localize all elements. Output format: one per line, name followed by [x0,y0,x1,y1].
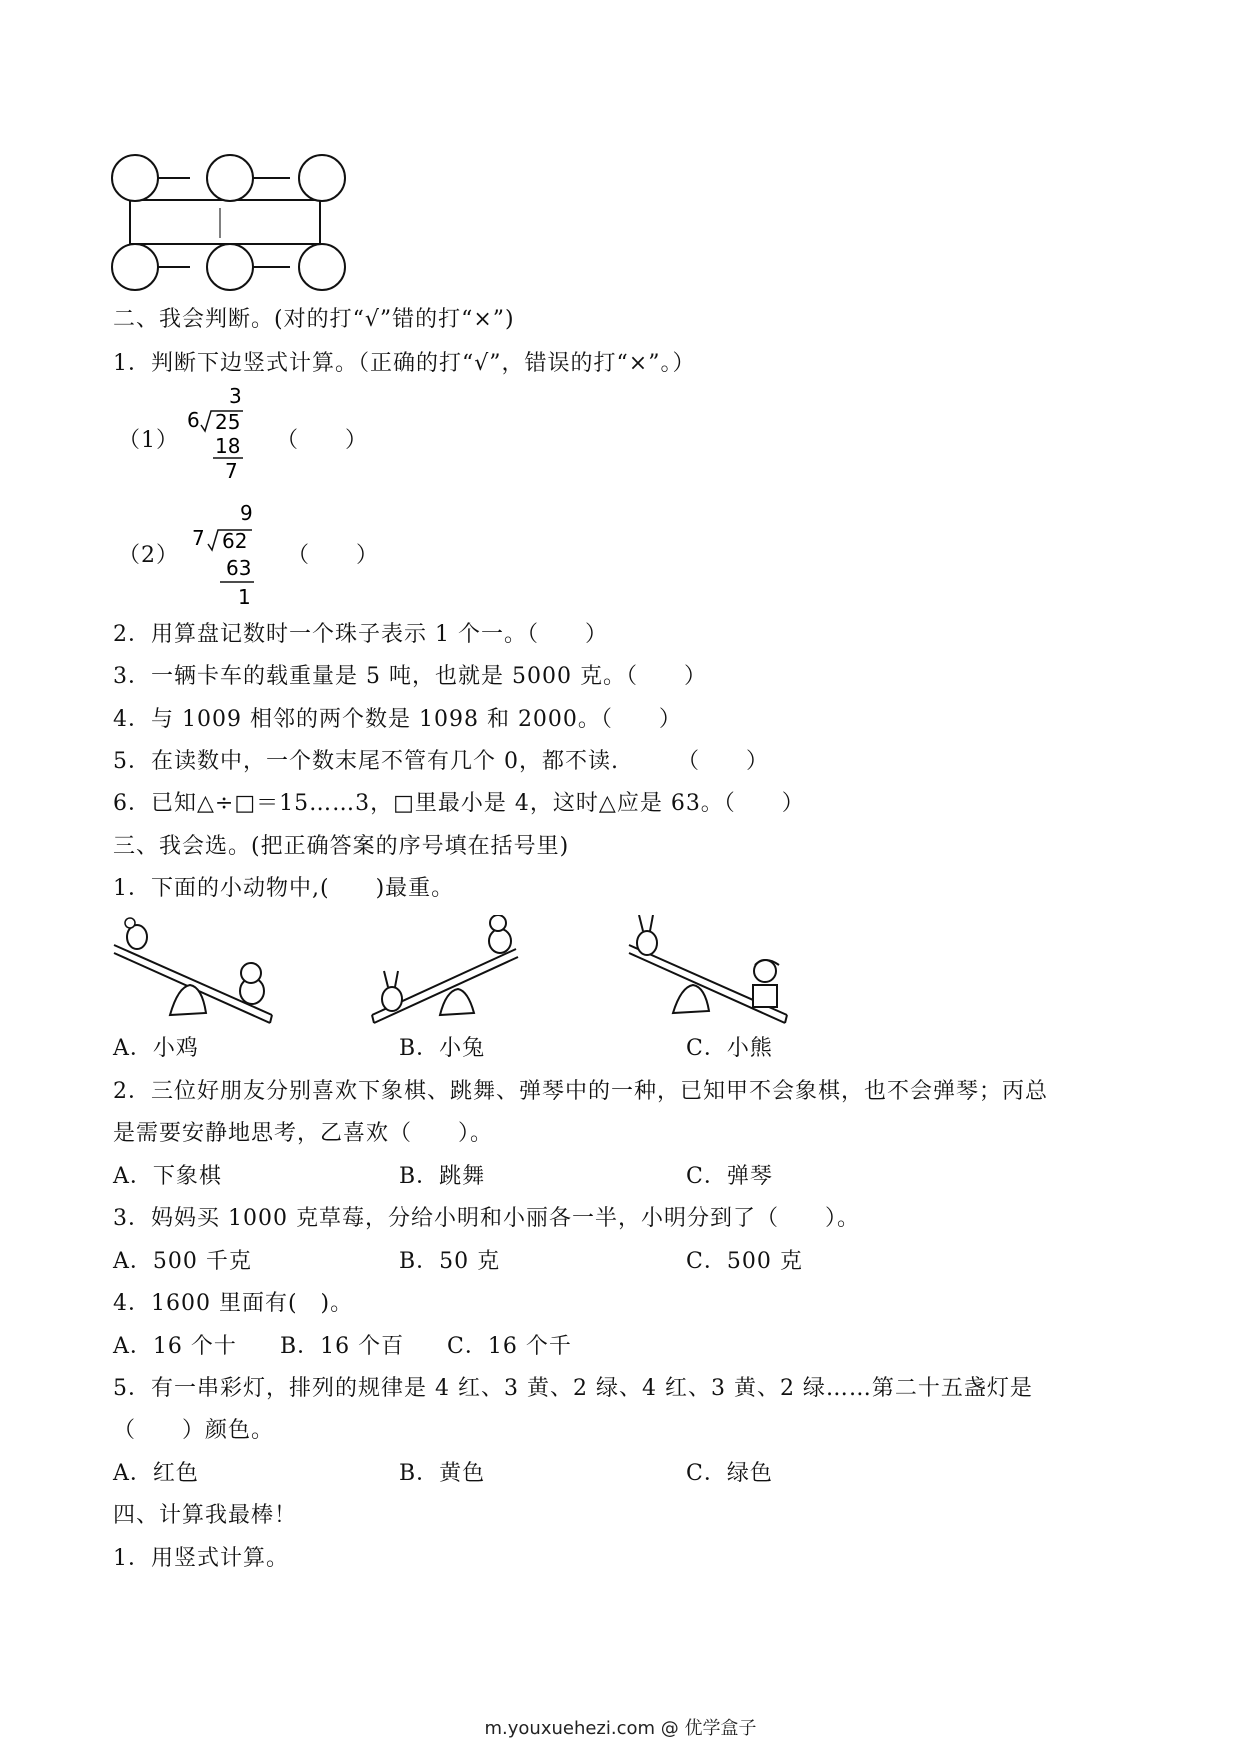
section3-q2-line2: 是需要安静地思考，乙喜欢（ ）。 [113,1121,494,1146]
section3-q4: 4．1600 里面有( )。 [113,1291,354,1316]
section3-q3: 3．妈妈买 1000 克草莓，分给小明和小丽各一半，小明分到了（ ）。 [113,1206,860,1231]
div2-remainder: 1 [238,585,251,609]
long-division-1 [185,385,265,485]
q5-option-a[interactable]: A．红色 [113,1461,199,1486]
q3-option-a[interactable]: A．500 千克 [113,1249,252,1274]
q1-option-b[interactable]: B．小兔 [399,1036,486,1061]
section4-q1: 1．用竖式计算。 [113,1546,289,1571]
sub1-label: （1） [118,428,179,453]
div2-dividend: 62 [222,529,248,553]
seesaw-picture-c [625,915,800,1030]
circle-grid-diagram [110,148,360,298]
section2-q1: 1．判断下边竖式计算。（正确的打“√”，错误的打“×”。） [113,351,696,376]
section2-q2: 2．用算盘记数时一个珠子表示 1 个一。（ ） [113,622,608,647]
q4-option-a[interactable]: A．16 个十 [113,1334,237,1359]
div1-dividend: 25 [215,410,241,434]
section3-q1: 1．下面的小动物中,( )最重。 [113,876,455,901]
section3-q5-line2: （ ）颜色。 [113,1418,275,1443]
q3-option-b[interactable]: B．50 克 [399,1249,501,1274]
div2-product: 63 [226,556,252,580]
section3-q2-line1: 2．三位好朋友分别喜欢下象棋、跳舞、弹琴中的一种，已知甲不会象棋，也不会弹琴；丙总 [113,1079,1049,1104]
q1-option-c[interactable]: C．小熊 [686,1036,773,1061]
div1-product: 18 [215,434,241,458]
section2-q3: 3．一辆卡车的载重量是 5 吨，也就是 5000 克。（ ） [113,664,707,689]
q3-option-c[interactable]: C．500 克 [686,1249,803,1274]
diagram-circle [207,155,253,201]
q4-option-b[interactable]: B．16 个百 [280,1334,405,1359]
diagram-circle [112,155,158,201]
q1-option-a[interactable]: A．小鸡 [113,1036,199,1061]
section4-title: 四、计算我最棒！ [113,1503,298,1528]
long-division-2 [190,502,270,612]
div1-quotient: 3 [229,385,242,408]
div2-quotient: 9 [240,502,253,525]
section2-q4: 4．与 1009 相邻的两个数是 1098 和 2000。（ ） [113,707,682,732]
q5-option-b[interactable]: B．黄色 [399,1461,486,1486]
diagram-circle [299,155,345,201]
seesaw-picture-a [110,915,285,1030]
q2-option-a[interactable]: A．下象棋 [113,1164,222,1189]
q2-option-c[interactable]: C．弹琴 [686,1164,773,1189]
sub2-answer-paren[interactable]: （ ） [287,543,380,568]
q4-option-c[interactable]: C．16 个千 [447,1334,572,1359]
sub2-label: （2） [118,543,179,568]
q5-option-c[interactable]: C．绿色 [686,1461,773,1486]
div1-divisor: 6 [187,408,200,432]
diagram-circle [299,244,345,290]
diagram-circle [112,244,158,290]
sub1-answer-paren[interactable]: （ ） [276,428,369,453]
q2-option-b[interactable]: B．跳舞 [399,1164,486,1189]
div2-divisor: 7 [192,526,205,550]
diagram-circle [207,244,253,290]
section2-q5: 5．在读数中，一个数末尾不管有几个 0，都不读. （ ） [113,749,769,774]
section2-q6: 6．已知△÷□＝15……3，□里最小是 4，这时△应是 63。（ ） [113,791,805,816]
footer-watermark: m.youxuehezi.com @ 优学盒子 [484,1718,757,1739]
section3-q5-line1: 5．有一串彩灯，排列的规律是 4 红、3 黄、2 绿、4 红、3 黄、2 绿……第二十五盏灯是 [113,1376,1033,1401]
section2-title: 二、我会判断。(对的打“√”错的打“×”) [113,307,515,332]
div1-remainder: 7 [225,459,238,483]
section3-title: 三、我会选。(把正确答案的序号填在括号里) [113,834,570,859]
seesaw-picture-b [370,915,530,1030]
